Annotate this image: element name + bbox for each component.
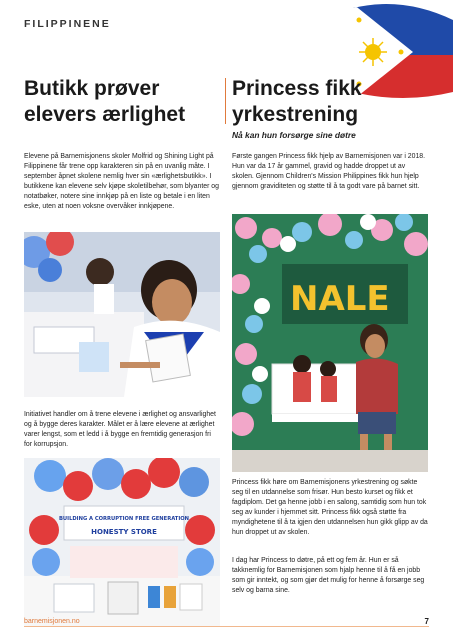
- right-article-subtitle: Nå kan hun forsørge sine døtre: [232, 130, 356, 140]
- left-article-intro: Elevene på Barnemisjonens skoler Molfrid og Shining Light på Filippinene får trene opp karakteren sin på en uvanlig måte. I september åpnet skolene nemlig hver sin «ærlighetsbutikk». I butikkene kan elevene selv kjøpe skoletilbehør, som blyanter og notatbøker, notere sine innkjøp på en liste og betale i en liten eske, uten at noen voksne overvåker innkjøpene.: [24, 153, 219, 210]
- footer-url[interactable]: barnemisjonen.no: [24, 618, 80, 625]
- right-article-body-2: I dag har Princess to døtre, på ett og fem år. Hun er så takknemlig for Barnemisjonen som hjalp henne til å få en jobb som gir inntekt, og som gjør det mulig for henne å forsørge seg selv og barna sine.: [232, 557, 425, 594]
- left-article-title: Butikk prøver elevers ærlighet: [24, 77, 186, 126]
- honesty-store-photo: [24, 458, 220, 626]
- store-sign-text: HONESTY STORE: [91, 528, 157, 536]
- photo-sign-text: NALE: [290, 279, 390, 319]
- banner-text: BUILDING A CORRUPTION FREE GENERATION: [58, 516, 190, 522]
- footer-divider: [24, 626, 429, 627]
- princess-family-photo: [232, 214, 428, 472]
- right-article-body-1: Princess fikk høre om Barnemisjonens yrkestrening og søkte seg til en utdannelse som frisør. Hun besto kurset og fikk et fagdiplom. Det ga henne jobb i en salong, samtidig som hun tok seg av kunder i hjemmet sitt. Princess fikk også støtte fra myndighetene til å ta igjen den utdannelsen hun gikk glipp av da hun droppet ut av skolen.: [232, 479, 428, 536]
- column-divider: [225, 78, 226, 124]
- section-label: FILIPPINENE: [24, 18, 111, 30]
- left-article-body: Initiativet handler om å trene elevene i ærlighet og ansvarlighet og å bygge deres karakter. Målet er å lære elevene at ærlighet varer lengst, som et ledd i å bygge en fremtidig generasjon fri for korrupsjon.: [24, 411, 216, 448]
- girl-writing-photo: [24, 232, 220, 397]
- right-article-intro: Første gangen Princess fikk hjelp av Barnemisjonen var i 2018. Hun var da 17 år gammel, gravid og hadde droppet ut av skolen. Gjennom Children's Mission Philippines fikk hun hjelp gjennom graviditeten og støtte til å ta godt vare på barnet sitt.: [232, 153, 426, 190]
- page-number: 7: [424, 617, 429, 626]
- right-article-title: Princess fikk yrkestrening: [232, 77, 362, 126]
